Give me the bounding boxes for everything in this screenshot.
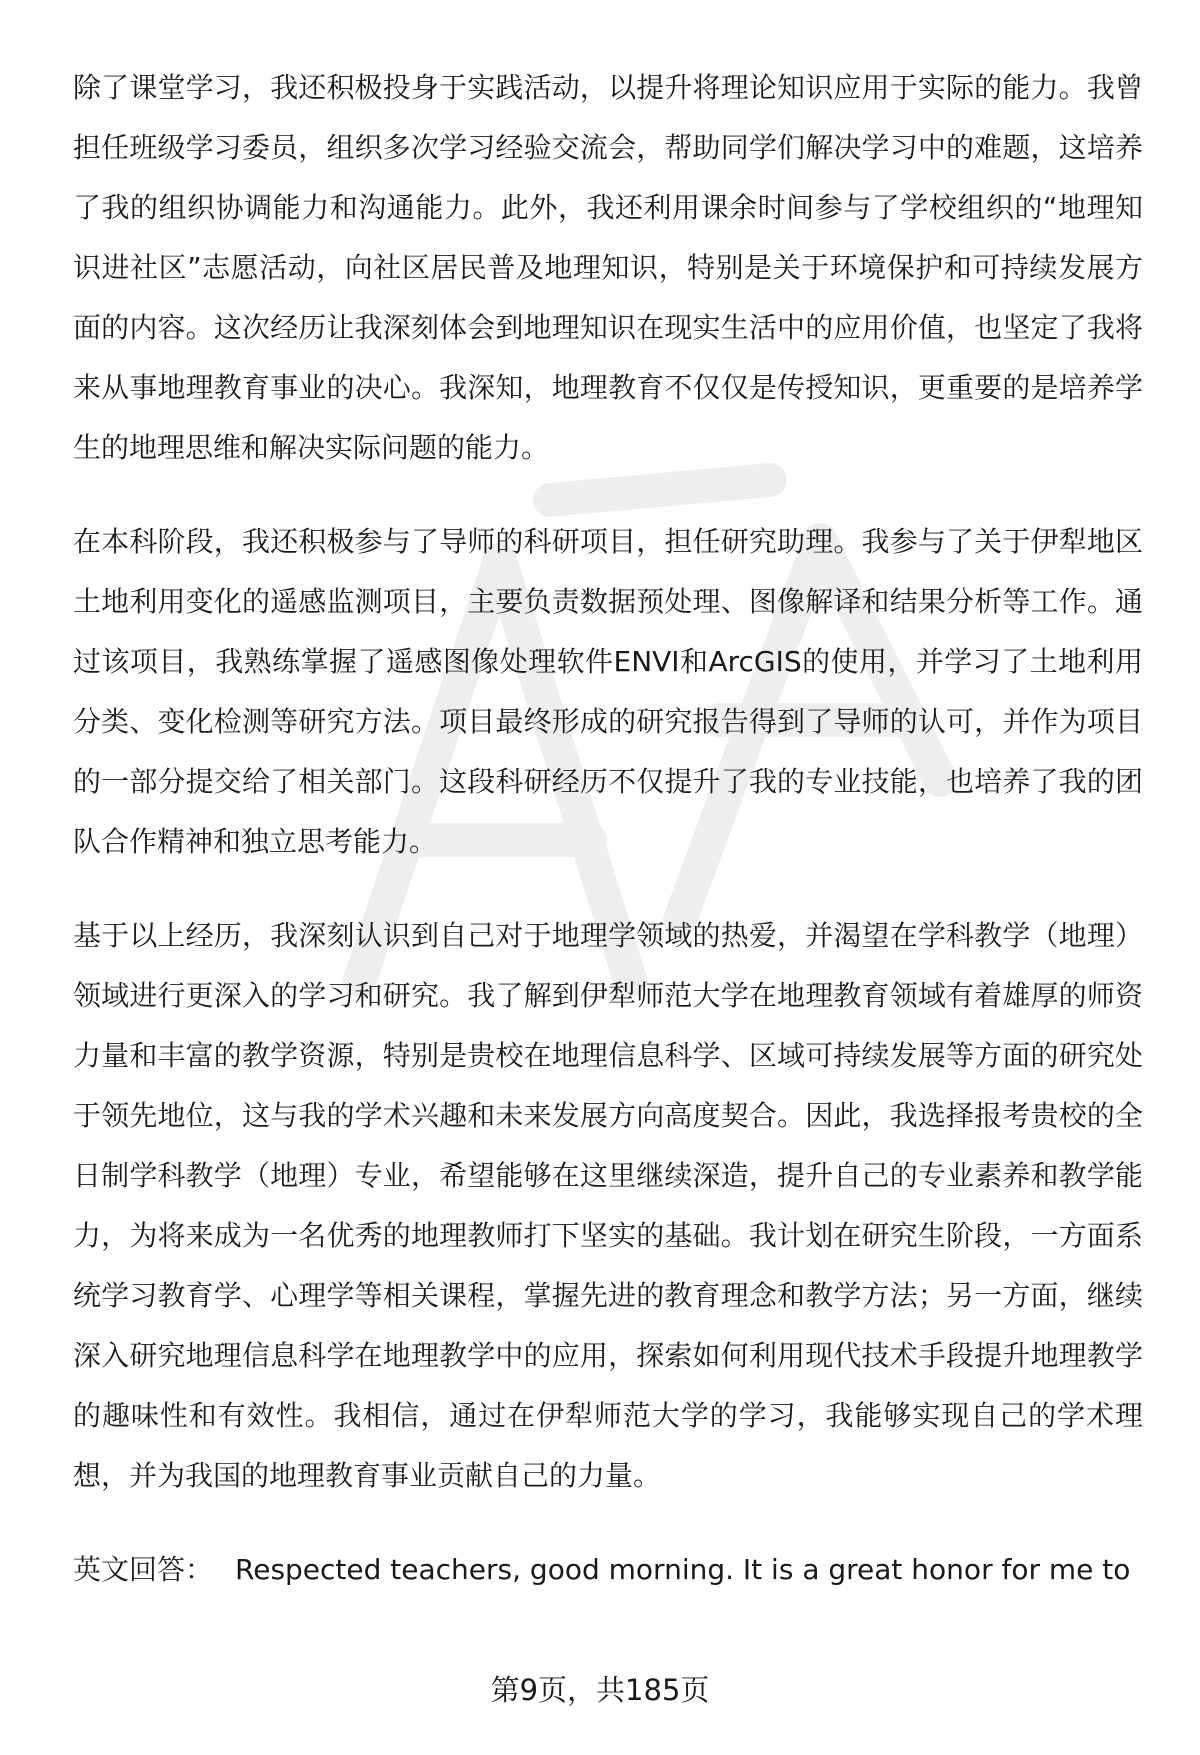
english-answer-label: 英文回答： xyxy=(73,1553,214,1586)
paragraph-study-plan: 基于以上经历，我深刻认识到自己对于地理学领域的热爱，并渴望在学科教学（地理）领域进行更深入的学习和研究。我了解到伊犁师范大学在地理教育领域有着雄厚的师资力量和丰富的教学资源，特别是贵校在地理信息科学、区域可持续发展等方面的研究处于领先地位，这与我的学术兴趣和未来发展方向高度契合。因此，我选择报考贵校的全日制学科教学（地理）专业，希望能够在这里继续深造，提升自己的专业素养和教学能力，为将来成为一名优秀的地理教师打下坚实的基础。我计划在研究生阶段，一方面系统学习教育学、心理学等相关课程，掌握先进的教育理念和教学方法；另一方面，继续深入研究地理信息科学在地理教学中的应用，探索如何利用现代技术手段提升地理教学的趣味性和有效性。我相信，通过在伊犁师范大学的学习，我能够实现自己的学术理想，并为我国的地理教育事业贡献自己的力量。 xyxy=(73,919,1143,1492)
paragraph-research-project: 在本科阶段，我还积极参与了导师的科研项目，担任研究助理。我参与了关于伊犁地区土地利用变化的遥感监测项目，主要负责数据预处理、图像解译和结果分析等工作。通过该项目，我熟练掌握了遥感图像处理软件ENVI和ArcGIS的使用，并学习了土地利用分类、变化检测等研究方法。项目最终形成的研究报告得到了导师的认可，并作为项目的一部分提交给了相关部门。这段科研经历不仅提升了我的专业技能，也培养了我的团队合作精神和独立思考能力。 xyxy=(73,525,1143,858)
english-answer-text: Respected teachers, good morning. It is a great honor for me to xyxy=(235,1553,1131,1586)
page-indicator: 第9页，共185页 xyxy=(490,1673,710,1707)
paragraph-practice-activities: 除了课堂学习，我还积极投身于实践活动，以提升将理论知识应用于实际的能力。我曾担任班级学习委员，组织多次学习经验交流会，帮助同学们解决学习中的难题，这培养了我的组织协调能力和沟通能力。此外，我还利用课余时间参与了学校组织的“地理知识进社区”志愿活动，向社区居民普及地理知识，特别是关于环境保护和可持续发展方面的内容。这次经历让我深刻体会到地理知识在现实生活中的应用价值，也坚定了我将来从事地理教育事业的决心。我深知，地理教育不仅仅是传授知识，更重要的是培养学生的地理思维和解决实际问题的能力。 xyxy=(73,71,1143,464)
english-answer xyxy=(73,1540,1143,1600)
document-body xyxy=(73,58,1143,1600)
